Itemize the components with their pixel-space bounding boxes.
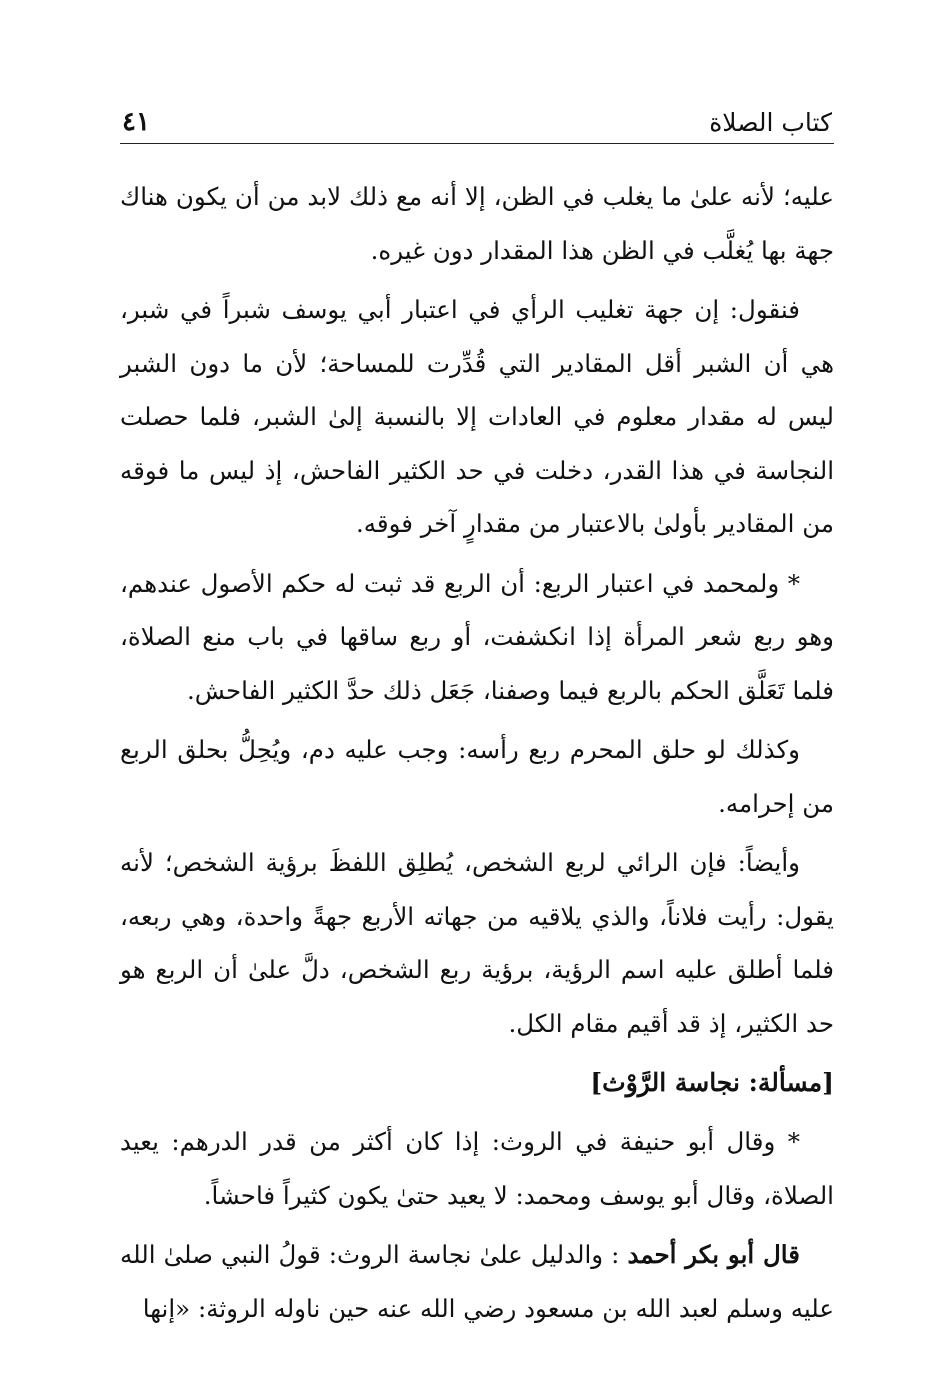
evidence-text: : والدليل علىٰ نجاسة الروث: قولُ النبي صلىٰ الله عليه وسلم لعبد الله بن مسعود رضي الله عنه حين ناوله الروثة: «إنها: [120, 1240, 834, 1323]
paragraph-continuation: عليه؛ لأنه علىٰ ما يغلب في الظن، إلا أنه مع ذلك لابد من أن يكون هناك جهة بها يُغلَّب في الظن هذا المقدار دون غيره.: [120, 182, 834, 265]
page-number: ٤١: [122, 107, 150, 137]
page-body: [120, 170, 834, 1335]
paragraph-abu-yusuf-reasoning: فنقول: إن جهة تغليب الرأي في اعتبار أبي يوسف شبراً في شبر، هي أن الشبر أقل المقادير التي قُدِّرت للمساحة؛ لأن ما دون الشبر ليس له مقدار معلوم في العادات إلا بالنسبة إلىٰ الشبر، فلما حصلت النجاسة في هذا القدر، دخلت في حد الكثير الفاحش، إذ ليس ما فوقه من المقادير بأولىٰ بالاعتبار من مقدارٍ آخر فوقه.: [120, 295, 834, 538]
running-header: [120, 96, 834, 144]
speaker-name: قال أبو بكر أحمد: [627, 1240, 800, 1269]
running-header-title: كتاب الصلاة: [709, 108, 832, 137]
section-heading: [مسألة: نجاسة الرَّوْث]: [590, 1068, 834, 1097]
paragraph-muhammad-quarter: * ولمحمد في اعتبار الربع: أن الربع قد ثبت له حكم الأصول عندهم، وهو ربع شعر المرأة إذا انكشفت، أو ربع ساقها في باب منع الصلاة، فلما تَعَلَّق الحكم بالربع فيما وصفنا، جَعَل ذلك حدَّ الكثير الفاحش.: [120, 568, 834, 705]
paragraph-muhrim-example: وكذلك لو حلق المحرم ربع رأسه: وجب عليه دم، ويُحِلُّ بحلق الربع من إحرامه.: [120, 735, 834, 818]
book-page: [120, 96, 834, 1341]
paragraph-seeing-quarter: وأيضاً: فإن الرائي لربع الشخص، يُطلِق اللفظَ برؤية الشخص؛ لأنه يقول: رأيت فلاناً، والذي يلاقيه من جهاته الأربع جهةً واحدة، وهي ربعه، فلما أطلق عليه اسم الرؤية، برؤية ربع الشخص، دلَّ علىٰ أن الربع هو حد الكثير، إذ قد أقيم مقام الكل.: [120, 848, 834, 1038]
paragraph-abu-hanifa-dung: * وقال أبو حنيفة في الروث: إذا كان أكثر من قدر الدرهم: يعيد الصلاة، وقال أبو يوسف ومحمد: لا يعيد حتىٰ يكون كثيراً فاحشاً.: [120, 1127, 834, 1210]
paragraph-abu-bakr-evidence: [120, 1228, 834, 1335]
